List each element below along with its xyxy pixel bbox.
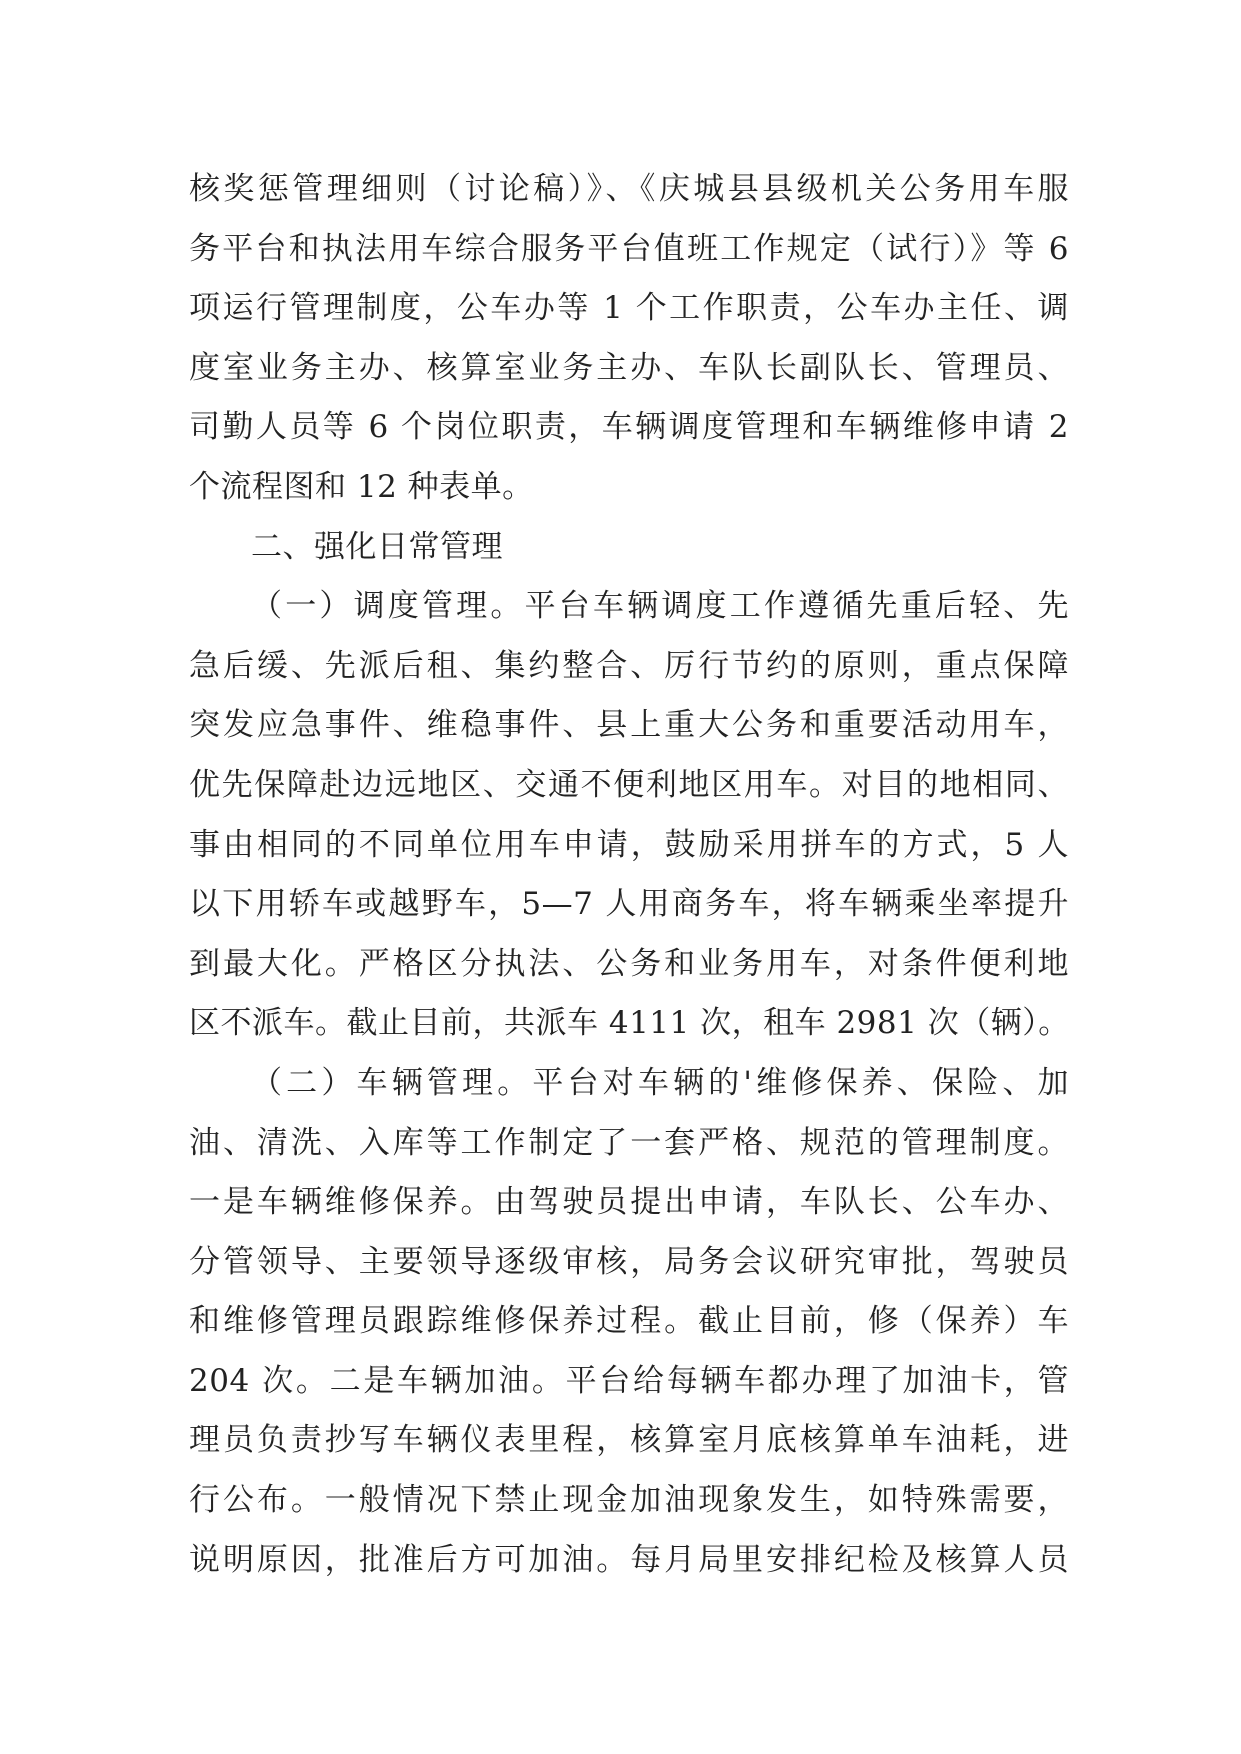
text-line-3: 项运行管理制度，公车办等 1 个工作职责，公车办主任、调 — [189, 290, 1069, 327]
text-line-5: 司勤人员等 6 个岗位职责，车辆调度管理和车辆维修申请 2 — [189, 409, 1069, 446]
text-line-17: 油、清洗、入库等工作制定了一套严格、规范的管理制度。 — [189, 1124, 1069, 1161]
text-line-9: 急后缓、先派后租、集约整合、厉行节约的原则，重点保障 — [189, 647, 1069, 684]
text-line-24: 说明原因，批准后方可加油。每月局里安排纪检及核算人员 — [189, 1541, 1069, 1578]
text-line-15: 区不派车。截止目前，共派车 4111 次，租车 2981 次（辆）。 — [189, 1005, 1070, 1042]
text-line-14: 到最大化。严格区分执法、公务和业务用车，对条件便利地 — [189, 945, 1069, 982]
section-heading: 二、强化日常管理 — [251, 528, 503, 565]
text-line-22: 理员负责抄写车辆仪表里程，核算室月底核算单车油耗，进 — [189, 1422, 1069, 1459]
text-line-1: 核奖惩管理细则（讨论稿）》、《庆城县县级机关公务用车服 — [189, 171, 1069, 207]
text-line-18: 一是车辆维修保养。由驾驶员提出申请，车队长、公车办、 — [189, 1184, 1069, 1221]
text-line-19: 分管领导、主要领导逐级审核，局务会议研究审批，驾驶员 — [189, 1243, 1069, 1280]
text-line-4: 度室业务主办、核算室业务主办、车队长副队长、管理员、 — [189, 349, 1069, 386]
text-line-13: 以下用轿车或越野车，5—7 人用商务车，将车辆乘坐率提升 — [189, 886, 1069, 923]
text-line-23: 行公布。一般情况下禁止现金加油现象发生，如特殊需要， — [189, 1482, 1069, 1519]
text-line-20: 和维修管理员跟踪维修保养过程。截止目前，修（保养）车 — [189, 1303, 1069, 1340]
text-line-11: 优先保障赴边远地区、交通不便利地区用车。对目的地相同、 — [189, 766, 1069, 803]
text-line-21: 204 次。二是车辆加油。平台给每辆车都办理了加油卡，管 — [189, 1362, 1069, 1399]
text-line-10: 突发应急事件、维稳事件、县上重大公务和重要活动用车， — [189, 707, 1069, 744]
document-body — [189, 160, 1069, 1590]
text-line-12: 事由相同的不同单位用车申请，鼓励采用拼车的方式，5 人 — [189, 826, 1069, 863]
paragraph-start-vehicle: （二）车辆管理。平台对车辆的'维修保养、保险、加 — [251, 1064, 1069, 1101]
text-line-6: 个流程图和 12 种表单。 — [189, 468, 534, 505]
text-line-2: 务平台和执法用车综合服务平台值班工作规定（试行）》等 6 — [189, 230, 1069, 267]
paragraph-start-dispatch: （一）调度管理。平台车辆调度工作遵循先重后轻、先 — [251, 588, 1069, 625]
